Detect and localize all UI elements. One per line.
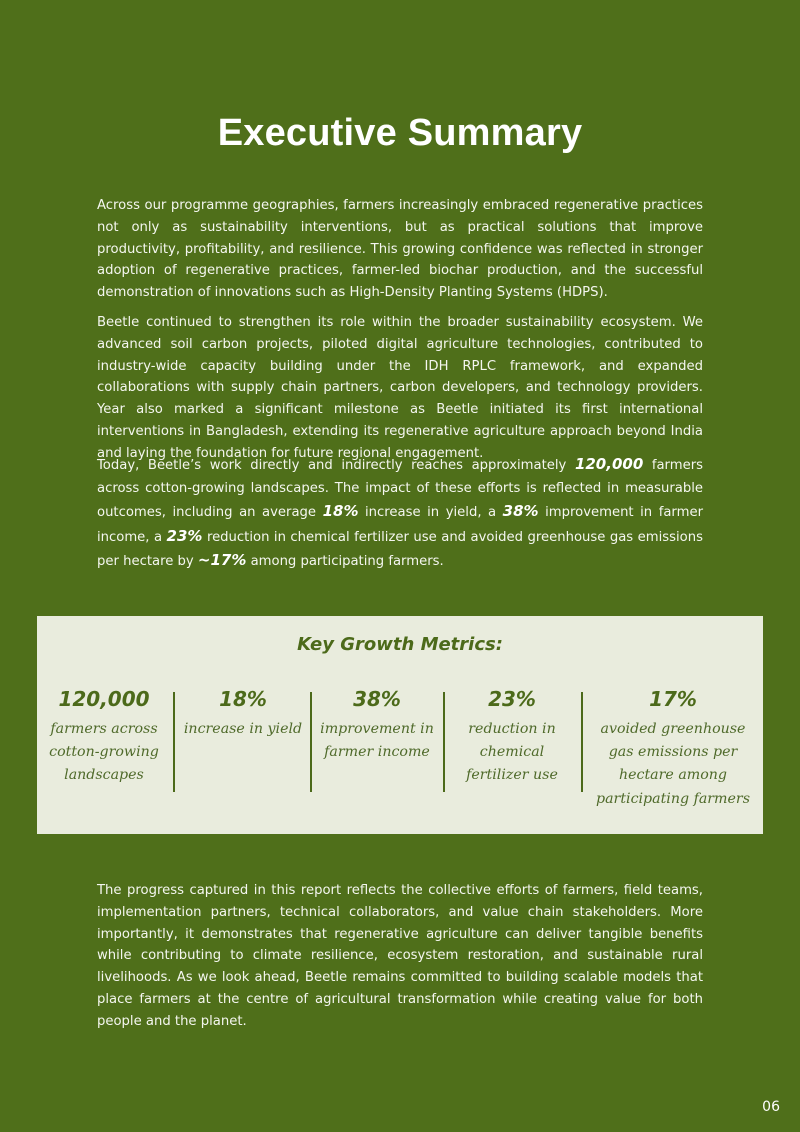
- key-growth-metrics-panel: [37, 616, 763, 834]
- metric-label: reduction in chemical fertilizer use: [466, 721, 558, 784]
- metric-value: 120,000: [58, 687, 150, 711]
- highlight-income: 38%: [502, 502, 539, 521]
- metric-divider: [443, 692, 445, 792]
- metric-label: increase in yield: [183, 721, 303, 737]
- impact-text: Today, Beetle’s work directly and indirectly reaches approximately: [97, 458, 575, 473]
- highlight-farmers: 120,000: [574, 455, 644, 473]
- metric-value: 17%: [649, 687, 697, 711]
- impact-text: improvement in farmer income, a: [97, 505, 703, 545]
- metrics-title: Key Growth Metrics:: [297, 634, 503, 655]
- impact-text: reduction in chemical fertilizer use and avoided greenhouse gas emissions per hectare by: [97, 529, 703, 569]
- highlight-fertilizer: 23%: [166, 526, 203, 545]
- page-title: Executive Summary: [217, 112, 583, 154]
- metric-farmers: [43, 686, 165, 788]
- metric-label: improvement in farmer income: [320, 721, 434, 761]
- metric-value: 18%: [219, 687, 267, 711]
- highlight-yield: 18%: [322, 502, 359, 521]
- highlight-emissions: ~17%: [197, 550, 247, 569]
- impact-text: among participating farmers.: [246, 553, 444, 569]
- metric-income: [317, 686, 437, 764]
- metric-emissions: [589, 686, 757, 811]
- metric-yield: [181, 686, 305, 741]
- page-number: 06: [762, 1099, 780, 1115]
- impact-paragraph: [97, 453, 703, 573]
- metric-value: 23%: [488, 687, 536, 711]
- metric-divider: [310, 692, 312, 792]
- closing-paragraph: The progress captured in this report reflects the collective efforts of farmers, field teams, implementation partners, technical collaborators, and value chain stakeholders. More importantly, it demonstrates that regenerative agriculture can deliver tangible benefits while contributing to climate resilience, ecosystem restoration, and sustainable rural livelihoods. As we look ahead, Beetle remains committed to building scalable models that place farmers at the centre of agricultural transformation while creating value for both people and the planet.: [97, 883, 703, 1029]
- metric-label: farmers across cotton-growing landscapes: [49, 721, 159, 784]
- impact-text: increase in yield, a: [358, 505, 503, 521]
- metric-divider: [581, 692, 583, 792]
- metric-value: 38%: [353, 687, 401, 711]
- metric-label: avoided greenhouse gas emissions per hectare among participating farmers: [596, 721, 750, 807]
- impact-text: farmers across cotton-growing landscapes. The impact of these efforts is reflected in measurable outcomes, including an average: [97, 458, 704, 521]
- metric-divider: [173, 692, 175, 792]
- intro-paragraph: Across our programme geographies, farmers increasingly embraced regenerative practices not only as sustainability interventions, but as practical solutions that improve productivity, profitability, and resilience. This growing confidence was reflected in stronger adoption of regenerative practices, farmer-led biochar production, and the successful demonstration of innovations such as High-Density Planting Systems (HDPS).: [97, 198, 703, 301]
- ecosystem-paragraph: Beetle continued to strengthen its role within the broader sustainability ecosystem. We advanced soil carbon projects, piloted digital agriculture technologies, contributed to industry-wide capacity building under the IDH RPLC framework, and expanded collaborations with supply chain partners, carbon developers, and technology providers. Year also marked a significant milestone as Beetle initiated its first international interventions in Bangladesh, extending its regenerative agriculture approach beyond India and laying the foundation for future regional engagement.: [97, 315, 703, 461]
- metric-fertilizer: [449, 686, 575, 788]
